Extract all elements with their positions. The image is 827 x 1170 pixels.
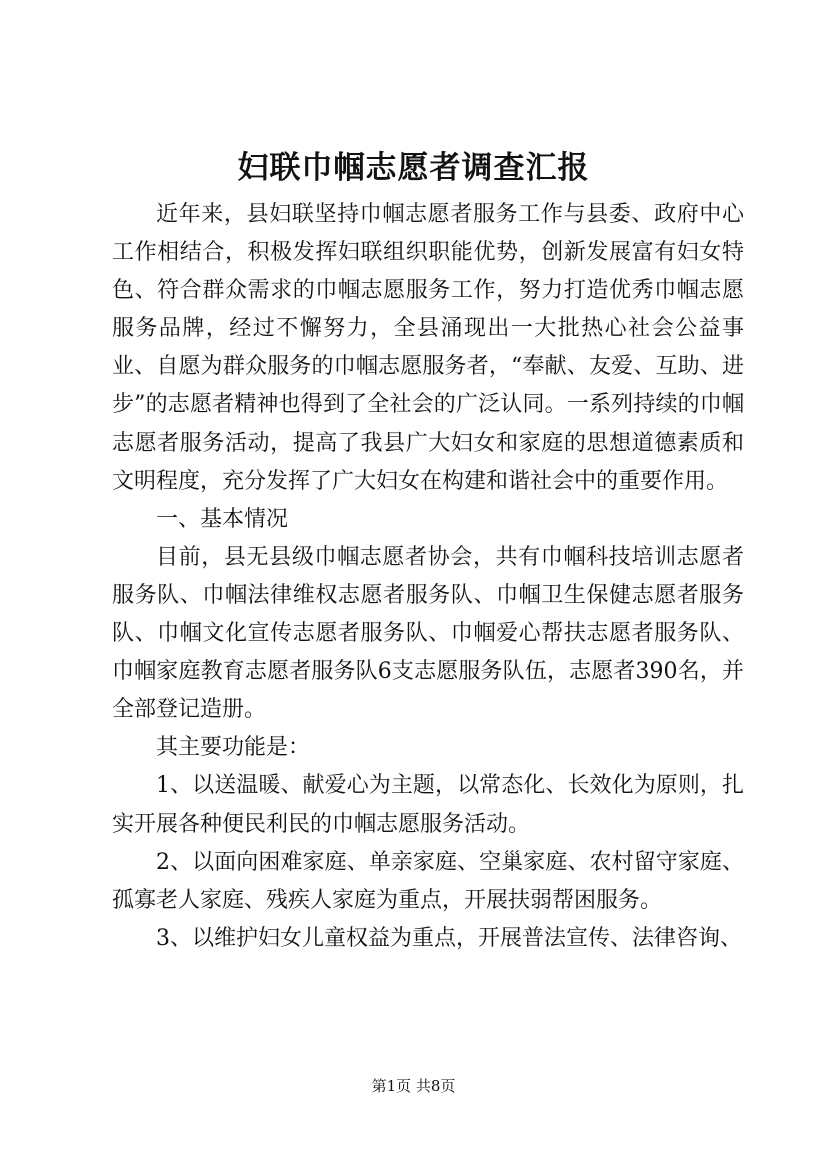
paragraph-function-1: 1、以送温暖、献爱心为主题，以常态化、长效化为原则，扎实开展各种便民利民的巾帼志愿服务活动。: [112, 773, 744, 837]
document-body: [112, 196, 744, 958]
page-footer: 第1页 共8页: [371, 1077, 456, 1095]
paragraph-main-functions: 其主要功能是：: [156, 735, 311, 761]
paragraph-function-2: 2、以面向困难家庭、单亲家庭、空巢家庭、农村留守家庭、孤寡老人家庭、残疾人家庭为重点，开展扶弱帮困服务。: [112, 849, 744, 913]
document-title: 妇联巾帼志愿者调查汇报: [237, 150, 590, 186]
paragraph-intro: 近年来，县妇联坚持巾帼志愿者服务工作与县委、政府中心工作相结合，积极发挥妇联组织职能优势，创新发展富有妇女特色、符合群众需求的巾帼志愿服务工作，努力打造优秀巾帼志愿服务品牌，经过不懈努力，全县涌现出一大批热心社会公益事业、自愿为群众服务的巾帼志愿服务者，“奉献、友爱、互助、进步”的志愿者精神也得到了全社会的广泛认同。一系列持续的巾帼志愿者服务活动，提高了我县广大妇女和家庭的思想道德素质和文明程度，充分发挥了广大妇女在构建和谐社会中的重要作用。: [112, 202, 744, 494]
paragraph-current-status: 目前，县无县级巾帼志愿者协会，共有巾帼科技培训志愿者服务队、巾帼法律维权志愿者服务队、巾帼卫生保健志愿者服务队、巾帼文化宣传志愿者服务队、巾帼爱心帮扶志愿者服务队、巾帼家庭教育志愿者服务队6支志愿服务队伍，志愿者390名，并全部登记造册。: [112, 544, 744, 723]
paragraph-function-3: 3、以维护妇女儿童权益为重点，开展普法宣传、法律咨询、: [156, 925, 742, 951]
section-heading-basic-situation: 一、基本情况: [156, 506, 289, 532]
